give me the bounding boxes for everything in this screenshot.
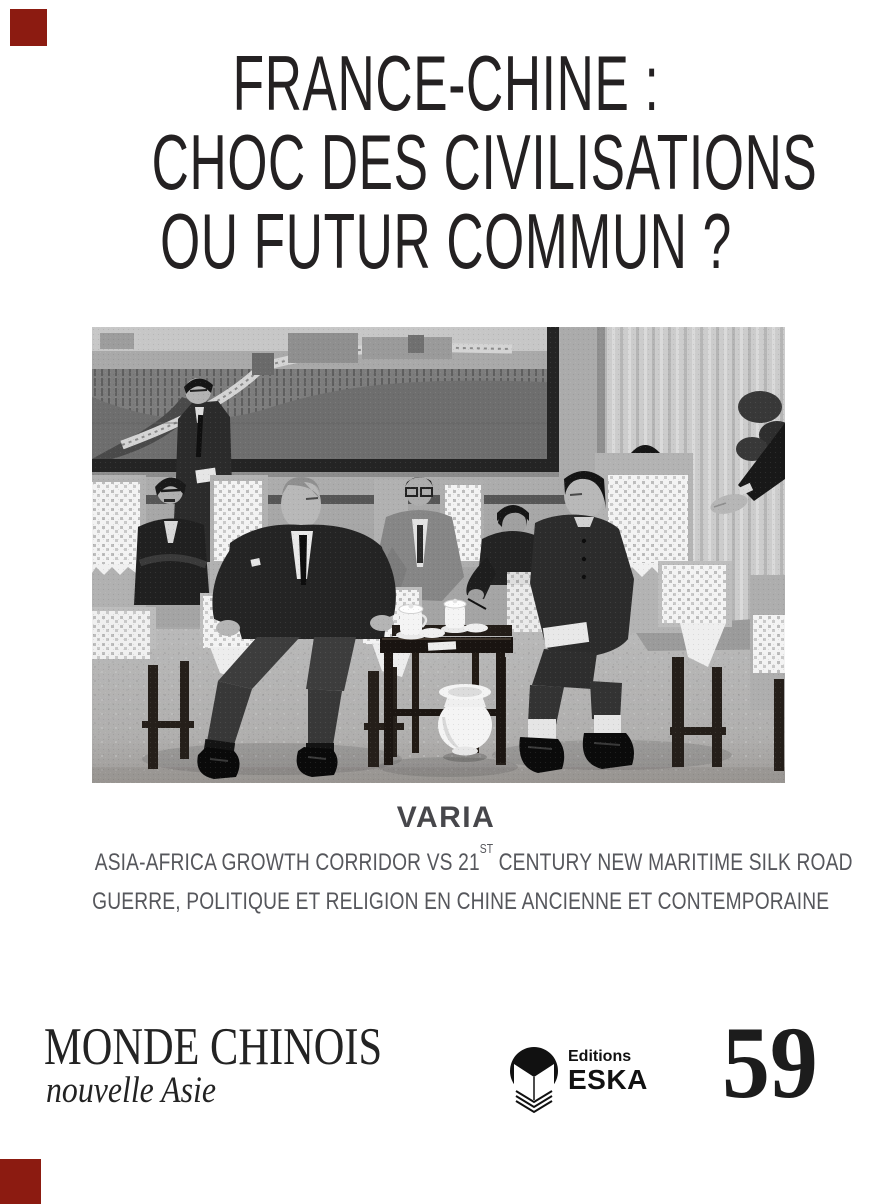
varia-heading: VARIA bbox=[396, 801, 496, 834]
publisher-logo bbox=[506, 1044, 706, 1124]
topic-line-2: GUERRE, POLITIQUE ET RELIGION EN CHINE ANCIENNE ET CONTEMPORAINE bbox=[92, 888, 830, 915]
journal-title: MONDE CHINOIS bbox=[44, 1018, 383, 1076]
cover-title-line-3: OU FUTUR COMMUN ? bbox=[160, 197, 732, 285]
topic-line-1-post: CENTURY NEW MARITIME SILK ROAD bbox=[493, 849, 853, 876]
corner-mark-top-left bbox=[10, 9, 47, 46]
eska-book-icon bbox=[506, 1044, 564, 1118]
cover-title-line-2: CHOC DES CIVILISATIONS bbox=[151, 118, 818, 206]
topic-line-1-pre: ASIA-AFRICA GROWTH CORRIDOR VS 21 bbox=[94, 849, 480, 876]
corner-mark-bottom-left bbox=[0, 1159, 41, 1204]
publisher-name-line-2: ESKA bbox=[568, 1064, 648, 1095]
journal-subtitle: nouvelle Asie bbox=[46, 1070, 216, 1111]
topic-line-1-superscript: ST bbox=[479, 841, 494, 856]
cover-title-line-1: FRANCE-CHINE : bbox=[232, 39, 660, 127]
cover-title bbox=[0, 39, 892, 285]
publisher-name-line-1: Editions bbox=[568, 1048, 632, 1065]
cover-photo bbox=[92, 327, 785, 783]
topic-line-1 bbox=[0, 841, 892, 877]
photo-grain bbox=[92, 327, 785, 783]
issue-number: 59 bbox=[722, 1006, 818, 1120]
